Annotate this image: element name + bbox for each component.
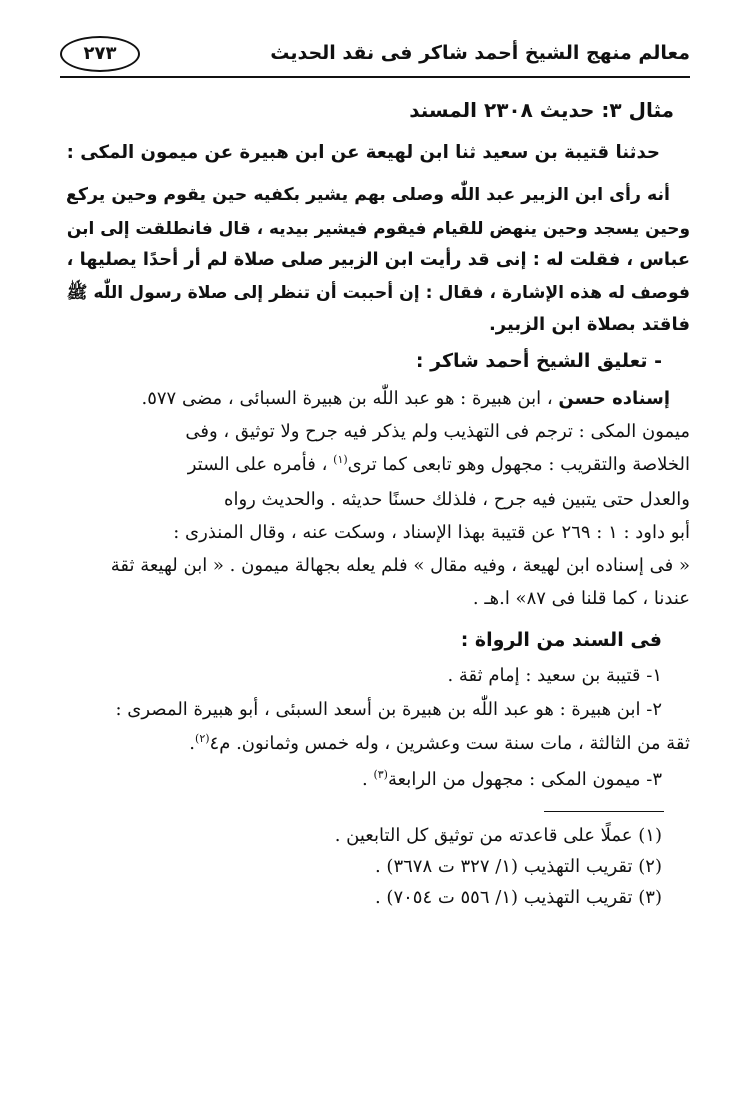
commentary-line: والعدل حتى يتبين فيه جرح ، فلذلك حسنًا حديثه . والحديث رواه [224, 488, 690, 510]
narrator-item [60, 763, 690, 799]
footnote-divider [544, 811, 664, 812]
narrator-text: ثقة من الثالثة ، مات سنة ست وعشرين ، وله خمس وثمانون. م٤ [209, 732, 690, 754]
commentary-line-text: ، ابن هبيرة : هو عبد اللّٰه بن هبيرة السبائى ، مضى ٥٧٧. [141, 387, 553, 409]
running-title: معالم منهج الشيخ أحمد شاكر فى نقد الحديث [270, 42, 690, 64]
book-page [60, 36, 690, 913]
commentary-line-text: ، فأمره على الستر [187, 453, 328, 475]
footnote: (٣) تقريب التهذيب (١/ ٥٥٦ ت ٧٠٥٤) . [374, 886, 662, 908]
commentary-line [60, 382, 690, 415]
commentary-line: عندنا ، كما قلنا فى ٨٧» ا.هـ . [472, 587, 690, 609]
footnote-ref: (٢) [195, 731, 210, 745]
footnote-ref: (١) [333, 452, 348, 466]
narrator-item: ٢- ابن هبيرة : هو عبد اللّٰه بن هبيرة بن أسعد السبئى ، أبو هبيرة المصرى : [115, 698, 662, 720]
narrator-item-continuation [60, 727, 690, 763]
page-number: ٢٧٣ [60, 36, 140, 72]
hadith-line: وحين يسجد وحين ينهض للقيام فيقوم فيشير بيديه ، قال فانطلقت إلى ابن [66, 217, 690, 238]
hadith-line: فاقتد بصلاة ابن الزبير. [488, 314, 690, 335]
page-header [60, 36, 690, 78]
narrators-list [60, 659, 690, 799]
narrators-heading: فى السند من الرواة : [460, 628, 662, 651]
narrator-text-end: . [361, 768, 368, 790]
commentary-line: أبو داود : ١ : ٢٦٩ عن قتيبة بهذا الإسناد ، وسكت عنه ، وقال المنذرى : [173, 521, 690, 543]
narrator-text-end: . [189, 732, 196, 754]
commentary-line-text: الخلاصة والتقريب : مجهول وهو تابعى كما ترى [347, 453, 690, 475]
footnote-ref: (٣) [373, 767, 388, 781]
hadith-line: فوصف له هذه الإشارة ، فقال : إن أحببت أن تنظر إلى صلاة رسول اللّٰه ﷺ [66, 282, 690, 303]
narrator-text: ٣- ميمون المكى : مجهول من الرابعة [387, 768, 662, 790]
commentary-text [60, 382, 690, 615]
commentary-line: « فى إسناده ابن لهيعة ، وفيه مقال » فلم يعله بجهالة ميمون . « ابن لهيعة ثقة [110, 554, 690, 576]
commentary-line: ميمون المكى : ترجم فى التهذيب ولم يذكر فيه جرح ولا توثيق ، وفى [185, 420, 690, 442]
footnote: (٢) تقريب التهذيب (١/ ٣٢٧ ت ٣٦٧٨) . [374, 855, 662, 877]
footnotes [60, 820, 690, 913]
hadith-line: أنه رأى ابن الزبير عبد اللّٰه وصلى بهم يشير بكفيه حين يقوم وحين يركع [66, 185, 670, 205]
hadith-line: عباس ، فقلت له : إنى قد رأيت ابن الزبير صلى صلاة لم أر أحدًا يصليها ، [66, 249, 690, 270]
commentary-line [60, 448, 690, 483]
hadith-text [60, 179, 690, 342]
isnad-grade: إسناده حسن [558, 387, 670, 409]
narrator-item: ١- قتيبة بن سعيد : إمام ثقة . [447, 664, 662, 686]
example-heading: مثال ٣: حديث ٢٣٠٨ المسند [409, 98, 674, 122]
commentary-heading: - تعليق الشيخ أحمد شاكر : [415, 349, 662, 372]
footnote: (١) عملًا على قاعدته من توثيق كل التابعين . [334, 824, 662, 846]
isnad-chain: حدثنا قتيبة بن سعيد ثنا ابن لهيعة عن ابن هبيرة عن ميمون المكى : [66, 142, 660, 163]
